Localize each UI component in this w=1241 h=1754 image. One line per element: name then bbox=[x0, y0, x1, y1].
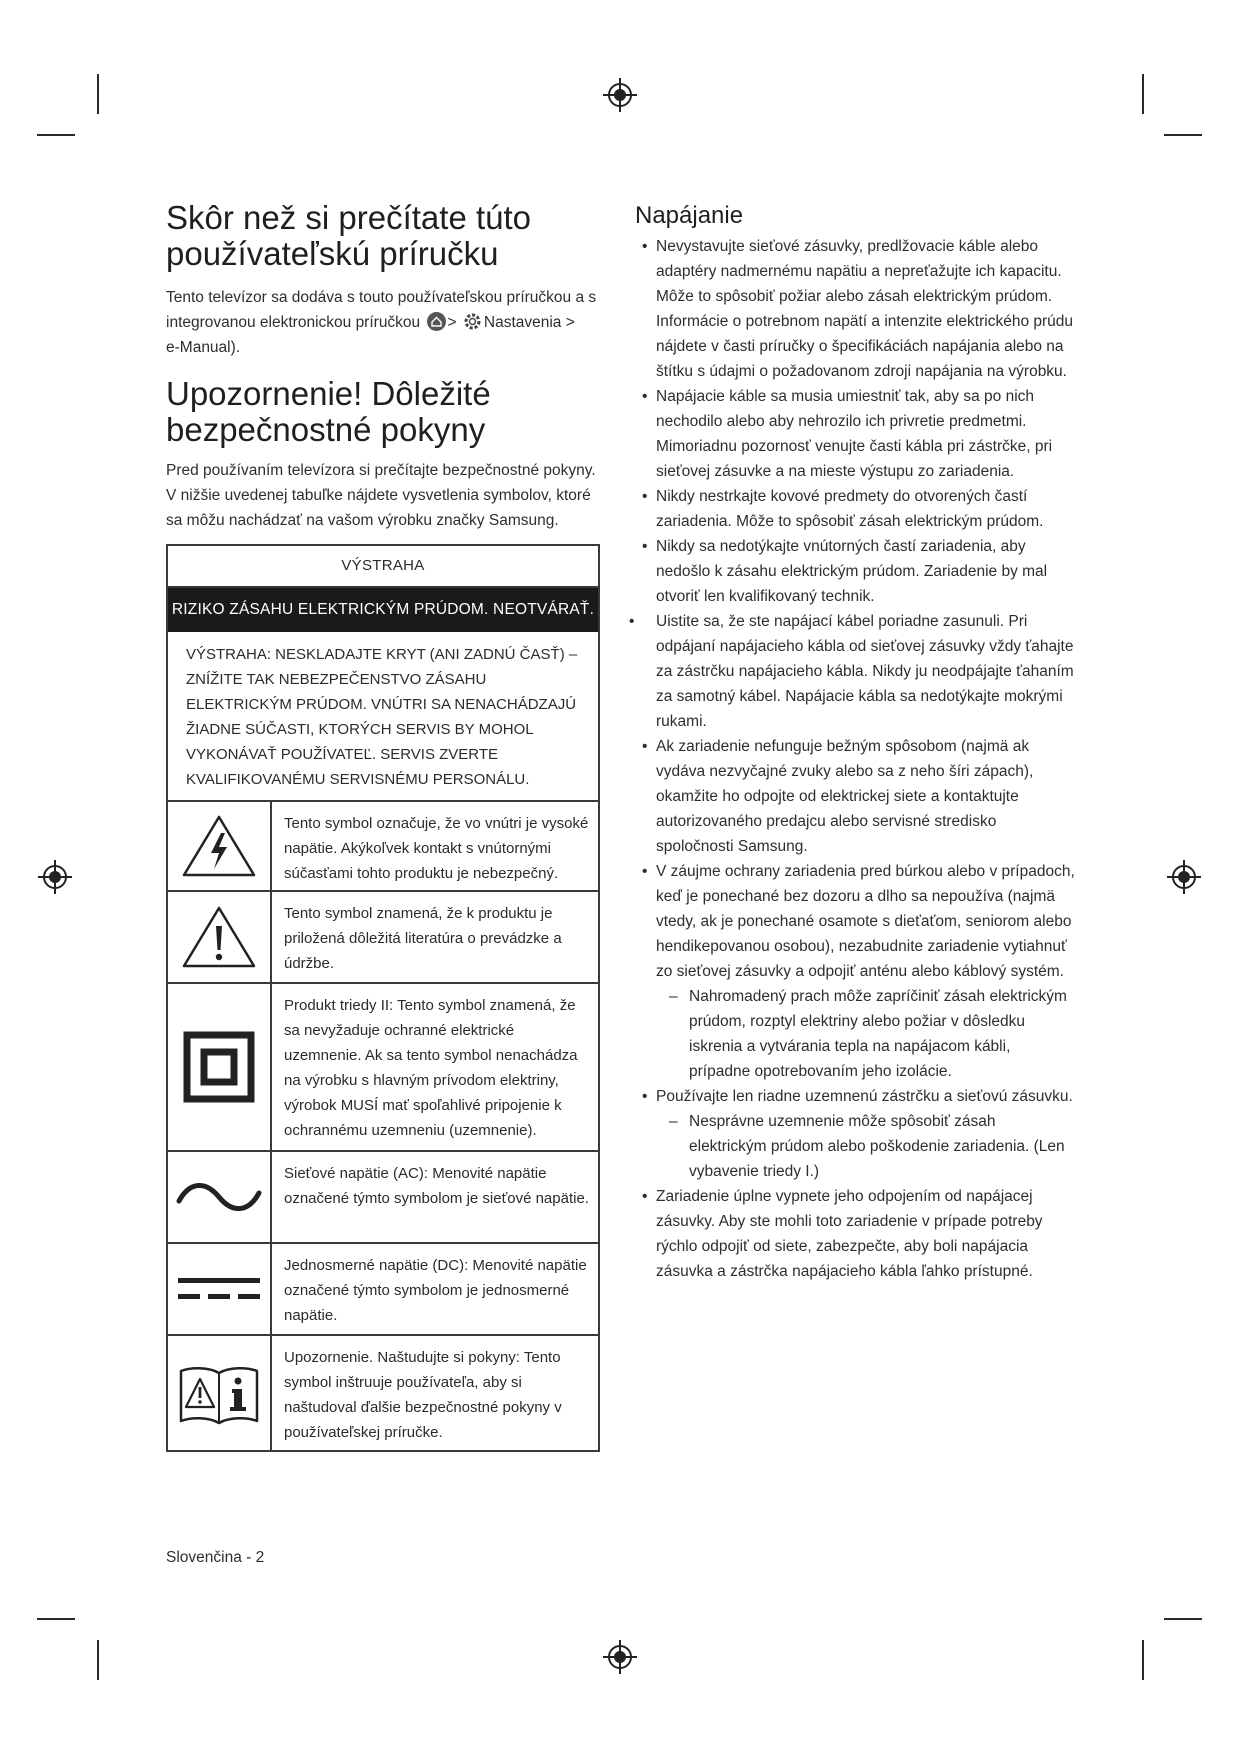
crop-mark bbox=[1164, 134, 1202, 136]
list-item bbox=[635, 534, 1075, 609]
list-item-text: Nevystavujte sieťové zásuvky, predlžovacie káble alebo adaptéry nadmernému napätiu a nepreťažujte ich kapacitu. Môže to spôsobiť požiar alebo zásah elektrickým prúdom. Informácie o potrebnom napätí a intenzite elektrického prúdu nájdete v časti príručky o špecifikáciách napájania alebo na štítku s údajmi o požadovanom zdroji napájania na výrobku. bbox=[656, 238, 1074, 380]
table-row-text: Upozornenie. Naštudujte si pokyny: Tento symbol inštruuje používateľa, aby si naštudoval ďalšie bezpečnostné pokyny v používateľskej príručke. bbox=[284, 1349, 562, 1441]
lightning-triangle-icon bbox=[181, 813, 257, 879]
table-symbol-cell bbox=[168, 1152, 272, 1242]
home-icon bbox=[427, 312, 446, 331]
list-item-text: Uistite sa, že ste napájací kábel poriadne zasunuli. Pri odpájaní napájacieho kábla od sieťovej zásuvky vždy ťahajte za zástrčku napájacieho kábla. Nikdy ju neodpájajte ťahaním za samotný kábel. Napájacie kábla sa nedotýkajte mokrými rukami. bbox=[656, 613, 1074, 730]
list-item-text: Ak zariadenie nefunguje bežným spôsobom (najmä ak vydáva nezvyčajné zvuky alebo sa z neho šíri zápach), okamžite ho odpojte od elektrickej siete a kontaktujte autorizovaného predajcu alebo servisné stredisko spoločnosti Samsung. bbox=[656, 738, 1034, 855]
power-list bbox=[635, 234, 1075, 1284]
registration-target-icon bbox=[603, 1640, 637, 1674]
page-title: Skôr než si prečítate túto používateľskú príručku bbox=[166, 199, 532, 272]
list-subitem: – Nahromadený prach môže zapríčiniť zásah elektrickým prúdom, rozptyl elektriny alebo požiar v dôsledku iskrenia a vytvárania tepla na napájacom kábli, prípadne opotrebovaním jeho izolácie. bbox=[669, 984, 1075, 1084]
double-square-icon bbox=[183, 1031, 255, 1103]
table-row-text: Tento symbol označuje, že vo vnútri je vysoké napätie. Akýkoľvek kontakt s vnútornými súčasťami tohto produktu je nebezpečný. bbox=[284, 815, 589, 882]
path-separator: > bbox=[565, 314, 575, 331]
table-banner: RIZIKO ZÁSAHU ELEKTRICKÝM PRÚDOM. NEOTVÁRAŤ. bbox=[168, 588, 598, 632]
list-subitem: – Nesprávne uzemnenie môže spôsobiť zásah elektrickým prúdom alebo poškodenie zariadenia. (Len vybavenie triedy I.) bbox=[669, 1109, 1075, 1184]
safety-title: Upozornenie! Dôležité bezpečnostné pokyny bbox=[166, 375, 491, 448]
list-item bbox=[635, 234, 1075, 384]
crop-mark bbox=[1142, 74, 1144, 114]
manual-caution-icon bbox=[177, 1361, 261, 1425]
emanual-label: e-Manual). bbox=[166, 339, 241, 356]
table-symbol-cell bbox=[168, 984, 272, 1150]
list-item bbox=[635, 484, 1075, 534]
registration-target-icon bbox=[1167, 860, 1201, 894]
list-item bbox=[635, 384, 1075, 484]
symbols-table bbox=[166, 544, 600, 1452]
table-row bbox=[168, 984, 598, 1152]
table-row bbox=[168, 1152, 598, 1244]
crop-mark bbox=[97, 74, 99, 114]
list-item bbox=[635, 859, 1075, 1084]
list-item bbox=[635, 609, 1075, 734]
settings-label: Nastavenia bbox=[483, 314, 562, 331]
gear-icon bbox=[463, 312, 482, 331]
page-footer: Slovenčina - 2 bbox=[166, 1549, 265, 1566]
intro-text: Tento televízor sa dodáva s touto používateľskou príručkou a s integrovanou elektronickou príručkou bbox=[166, 289, 597, 331]
list-item-text: Nikdy nestrkajte kovové predmety do otvorených častí zariadenia. Môže to spôsobiť zásah elektrickým prúdom. bbox=[656, 488, 1044, 530]
crop-mark bbox=[1164, 1618, 1202, 1620]
safety-intro: Pred používaním televízora si prečítajte bezpečnostné pokyny. V nižšie uvedenej tabuľke nájdete vysvetlenia symbolov, ktoré sa môžu nachádzať na vašom výrobku značky Samsung. bbox=[166, 462, 596, 529]
list-item bbox=[635, 734, 1075, 859]
table-header: VÝSTRAHA bbox=[168, 546, 598, 588]
table-row-text: Sieťové napätie (AC): Menovité napätie označené týmto symbolom je sieťové napätie. bbox=[284, 1165, 589, 1207]
registration-target-icon bbox=[38, 860, 72, 894]
ac-wave-icon bbox=[176, 1177, 262, 1217]
list-item-text: V záujme ochrany zariadenia pred búrkou alebo v prípadoch, keď je ponechané bez dozoru a dlho sa nepoužíva (najmä vtedy, ak je ponechané osamote s dieťaťom, seniorom alebo hendikepovanou osobou), nezabudnite zariadenie vytiahnuť zo sieťovej zásuvky a odpojiť anténu alebo káblový systém. bbox=[656, 863, 1075, 980]
list-item bbox=[635, 1084, 1075, 1184]
table-symbol-cell bbox=[168, 892, 272, 982]
list-item-text: Napájacie káble sa musia umiestniť tak, aby sa po nich nechodilo alebo aby nehrozilo ich privretie predmetmi. Mimoriadnu pozornosť venujte časti kábla pri zástrčke, pri sieťovej zásuvke a na mieste výstupu zo zariadenia. bbox=[656, 388, 1053, 480]
crop-mark bbox=[1142, 1640, 1144, 1680]
table-row bbox=[168, 802, 598, 892]
table-row bbox=[168, 892, 598, 984]
table-symbol-cell bbox=[168, 1336, 272, 1450]
table-row bbox=[168, 1244, 598, 1336]
power-title: Napájanie bbox=[635, 202, 744, 229]
list-item-text: Používajte len riadne uzemnenú zástrčku a sieťovú zásuvku. bbox=[656, 1088, 1073, 1105]
table-symbol-cell bbox=[168, 802, 272, 890]
crop-mark bbox=[37, 1618, 75, 1620]
table-row-text: Jednosmerné napätie (DC): Menovité napätie označené týmto symbolom je jednosmerné napätie. bbox=[284, 1257, 587, 1324]
list-item-text: Nikdy sa nedotýkajte vnútorných častí zariadenia, aby nedošlo k zásahu elektrickým prúdom. Zariadenie by mal otvoriť len kvalifikovaný technik. bbox=[656, 538, 1048, 605]
registration-target-icon bbox=[603, 78, 637, 112]
list-item bbox=[635, 1184, 1075, 1284]
table-symbol-cell bbox=[168, 1244, 272, 1334]
crop-mark bbox=[37, 134, 75, 136]
table-warning: VÝSTRAHA: NESKLADAJTE KRYT (ANI ZADNÚ ČASŤ) – ZNÍŽITE TAK NEBEZPEČENSTVO ZÁSAHU ELEKTRICKÝM PRÚDOM. VNÚTRI SA NENACHÁDZAJÚ ŽIADNE SÚČASTI, KTORÝCH SERVIS BY MOHOL VYKONÁVAŤ POUŽÍVATEĽ. SERVIS ZVERTE KVALIFIKOVANÉMU SERVISNÉMU PERSONÁLU. bbox=[168, 632, 598, 802]
intro-paragraph bbox=[166, 285, 606, 360]
table-row bbox=[168, 1336, 598, 1450]
table-row-text: Produkt triedy II: Tento symbol znamená, že sa nevyžaduje ochranné elektrické uzemnenie. Ak sa tento symbol nenachádza na výrobku s hlavným prívodom elektriny, výrobok MUSÍ mať spoľahlivé pripojenie k ochrannému uzemneniu (uzemnenie). bbox=[284, 997, 578, 1139]
path-separator: > bbox=[447, 314, 457, 331]
dc-lines-icon bbox=[176, 1274, 262, 1304]
exclamation-triangle-icon bbox=[181, 904, 257, 970]
table-row-text: Tento symbol znamená, že k produktu je priložená dôležitá literatúra o prevádzke a údržbe. bbox=[284, 905, 562, 972]
list-item-text: Zariadenie úplne vypnete jeho odpojením od napájacej zásuvky. Aby ste mohli toto zariadenie v prípade potreby rýchlo odpojiť od siete, zabezpečte, aby boli napájacia zásuvka a zástrčka napájacieho kábla ľahko prístupné. bbox=[656, 1188, 1043, 1280]
crop-mark bbox=[97, 1640, 99, 1680]
